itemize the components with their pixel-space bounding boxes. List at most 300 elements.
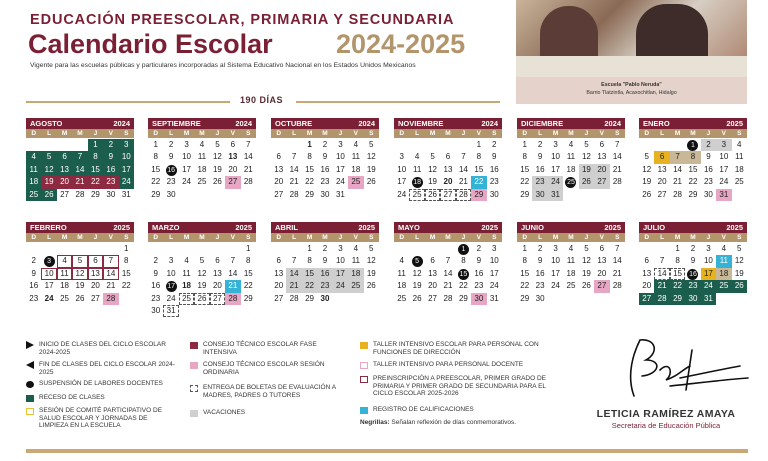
day-cell: 2: [537, 244, 543, 253]
month-name: JUNIO: [521, 223, 544, 232]
day-cell: 11: [182, 268, 191, 278]
day-cell: 3: [399, 152, 404, 162]
day-cell: 4: [26, 151, 41, 163]
weekday-label: M: [552, 130, 559, 137]
day-cell: 25: [716, 280, 731, 292]
weekday-label: L: [538, 130, 543, 137]
day-cell: 27: [60, 189, 70, 199]
month-noviembre: [394, 118, 502, 201]
school-year: 2024-2025: [336, 29, 466, 59]
day-cell: 1: [476, 140, 482, 149]
day-cell: 14: [243, 152, 253, 162]
weekday-label: M: [61, 130, 68, 137]
day-cell: 16: [103, 164, 118, 176]
day-cell: 7: [72, 151, 87, 163]
day-cell: 16: [703, 164, 713, 174]
day-cell: 19: [366, 164, 376, 174]
day-cell: 23: [532, 176, 547, 188]
day-cell: [225, 243, 240, 255]
day-cell: 21: [286, 280, 301, 292]
day-cell: 17: [701, 268, 716, 280]
day-cell: 1: [124, 244, 129, 253]
day-cell: 9: [168, 152, 174, 162]
weekday-label: V: [353, 234, 359, 241]
day-cell: 6: [599, 140, 605, 149]
day-cell: 11: [412, 164, 422, 174]
day-cell: 19: [642, 177, 652, 187]
day-cell: 5: [215, 140, 220, 149]
day-cell: 17: [167, 283, 176, 291]
weekday-label: M: [199, 130, 205, 137]
month-enero: [639, 118, 747, 201]
weekday-label: J: [93, 234, 98, 241]
weekday-label: V: [230, 234, 236, 241]
day-cell: 27: [639, 293, 654, 305]
day-cell: 11: [397, 268, 406, 278]
day-cell: 7: [230, 256, 236, 266]
day-cell: 31: [163, 305, 178, 317]
green-swatch: [26, 395, 34, 402]
day-cell: 20: [443, 177, 453, 187]
day-cell: 15: [88, 164, 103, 176]
day-cell: 27: [428, 293, 438, 303]
weekday-label: M: [306, 234, 313, 241]
legend-sesion: SESIÓN DE COMITÉ PARTICIPATIVO DE SALUD ESCOLAR Y JORNADAS DE LIMPIEZA EN LA ESCUELA: [39, 407, 163, 429]
day-cell: 19: [579, 164, 594, 176]
day-cell: 10: [551, 256, 561, 266]
day-cell: 21: [72, 176, 87, 188]
weekday-label: J: [93, 130, 98, 137]
day-cell: 21: [612, 164, 622, 174]
day-cell: 18: [397, 281, 407, 291]
legend-taller-doc: TALLER INTENSIVO PARA PERSONAL DOCENTE: [373, 361, 524, 368]
weekday-label: D: [276, 130, 282, 137]
day-cell: 20: [594, 164, 609, 176]
weekday-label: M: [322, 234, 328, 241]
weekday-label: S: [615, 234, 620, 241]
day-cell: 22: [121, 281, 131, 291]
day-cell: [271, 139, 286, 151]
weekday-label: D: [522, 234, 528, 241]
weekday-label: S: [246, 234, 251, 241]
day-cell: 29: [520, 189, 530, 199]
day-cell: 3: [492, 244, 497, 253]
day-cell: 6: [215, 256, 220, 266]
day-cell: 16: [535, 268, 545, 278]
day-cell: 24: [166, 293, 176, 303]
day-cell: 2: [31, 256, 36, 266]
legend-taller-dir: TALLER INTENSIVO ESCOLAR PARA PERSONAL CON FUNCIONES DE DIRECCIÓN: [373, 341, 539, 356]
header-subtitle: Vigente para las escuelas públicas y particulares incorporadas al Sistema Educativo Nacional en los Estados Unidos Mexicanos: [30, 62, 416, 69]
blue-swatch: [360, 407, 368, 414]
day-cell: 20: [228, 164, 238, 174]
day-cell: 3: [119, 139, 134, 151]
day-cell: 23: [151, 293, 161, 303]
day-cell: 26: [194, 293, 209, 305]
weekday-label: M: [77, 234, 83, 241]
weekday-label: D: [276, 234, 282, 241]
day-cell: 23: [474, 281, 484, 291]
day-cell: 17: [119, 164, 134, 176]
weekday-label: M: [306, 130, 313, 137]
day-cell: 4: [721, 244, 727, 253]
day-cell: 7: [103, 255, 118, 267]
day-cell: 10: [703, 256, 713, 266]
desk-shape: [516, 56, 747, 77]
day-cell: 5: [644, 152, 649, 162]
month-year: 2025: [235, 223, 252, 232]
day-cell: 9: [476, 256, 482, 266]
day-cell: 28: [103, 293, 118, 305]
day-cell: 4: [353, 244, 359, 253]
legend-preinscripcion: PREINSCRIPCIÓN A PREESCOLAR, PRIMER GRADO DE PRIMARIA Y PRIMER GRADO DE SECUNDARIA PARA EL CICLO ESCOLAR 2025-2026: [373, 375, 547, 397]
day-cell: 16: [489, 164, 499, 174]
day-cell: 7: [615, 244, 620, 253]
day-cell: 28: [673, 189, 683, 199]
weekday-label: L: [169, 130, 174, 137]
day-cell: [41, 139, 56, 151]
weekday-row: [148, 129, 256, 138]
day-cell: 24: [719, 177, 729, 187]
day-cell: 9: [492, 152, 497, 162]
day-cell: 30: [320, 293, 330, 303]
day-cell: 14: [458, 164, 468, 174]
day-cell: 25: [197, 177, 207, 187]
day-cell: 6: [644, 256, 649, 266]
black-circle-icon: [26, 381, 34, 388]
month-year: 2025: [113, 223, 130, 232]
day-cell: 1: [88, 139, 103, 151]
day-cell: 4: [414, 152, 420, 162]
day-cell: 28: [75, 189, 85, 199]
day-cell: 30: [703, 189, 713, 199]
day-cell: 7: [670, 151, 685, 163]
day-cell: 8: [476, 152, 482, 162]
dashed-box-swatch: [190, 385, 198, 392]
day-cell: 23: [320, 177, 330, 187]
day-cell: 19: [75, 281, 85, 291]
day-cell: 13: [88, 268, 103, 280]
day-grid: [148, 139, 256, 201]
month-header: [394, 222, 502, 233]
day-cell: 11: [351, 256, 360, 266]
day-cell: 18: [348, 268, 363, 280]
day-cell: 30: [151, 305, 161, 315]
day-cell: 23: [317, 280, 332, 292]
weekday-label: D: [399, 234, 405, 241]
day-cell: 24: [335, 177, 345, 187]
day-cell: 28: [289, 293, 299, 303]
photo-caption: [516, 77, 747, 104]
day-cell: 26: [579, 176, 594, 188]
legend-inicio: INICIO DE CLASES DEL CICLO ESCOLAR 2024-2025: [39, 341, 166, 356]
day-cell: 9: [103, 151, 118, 163]
wine-swatch: [190, 342, 198, 349]
day-cell: 29: [305, 189, 315, 199]
day-cell: 6: [599, 244, 605, 253]
day-cell: 2: [701, 139, 716, 151]
day-cell: 17: [489, 268, 499, 278]
day-cell: 27: [440, 189, 455, 201]
day-cell: 19: [41, 176, 56, 188]
day-cell: 14: [103, 268, 118, 280]
day-cell: 4: [353, 140, 359, 149]
day-cell: 15: [243, 268, 253, 278]
weekday-label: V: [721, 130, 727, 137]
weekday-label: S: [369, 130, 374, 137]
day-cell: 31: [335, 189, 345, 199]
day-cell: 14: [612, 256, 622, 266]
day-cell: 9: [153, 268, 158, 278]
day-cell: [639, 139, 654, 151]
day-cell: 20: [90, 281, 100, 291]
day-cell: 29: [243, 293, 253, 303]
day-cell: 10: [551, 152, 561, 162]
day-cell: 4: [399, 256, 404, 266]
day-cell: 23: [489, 177, 499, 187]
day-cell: 14: [443, 268, 453, 278]
legend-suspension: SUSPENSIÓN DE LABORES DOCENTES: [39, 380, 163, 387]
day-cell: 13: [57, 164, 72, 176]
day-cell: 28: [289, 189, 299, 199]
day-cell: 18: [566, 268, 576, 278]
weekday-label: V: [599, 130, 605, 137]
day-cell: 2: [690, 244, 696, 253]
weekday-row: [639, 233, 747, 242]
day-cell: 10: [166, 268, 176, 278]
weekday-label: M: [199, 234, 205, 241]
day-cell: 10: [335, 152, 345, 162]
month-name: NOVIEMBRE: [398, 119, 444, 128]
light-pink-box-swatch: [360, 362, 368, 369]
day-cell: 29: [305, 293, 315, 303]
day-cell: 12: [41, 164, 56, 176]
day-cell: 10: [335, 256, 345, 266]
day-cell: [271, 243, 286, 255]
day-cell: 30: [320, 189, 330, 199]
day-cell: 16: [474, 268, 484, 278]
weekday-label: L: [415, 234, 420, 241]
weekday-label: M: [568, 234, 574, 241]
weekday-label: L: [292, 234, 297, 241]
day-cell: 31: [489, 293, 499, 303]
school-photo: [516, 0, 747, 77]
day-cell: 13: [274, 164, 284, 174]
day-cell: 24: [548, 176, 563, 188]
day-cell: 21: [243, 164, 253, 174]
day-cell: 19: [197, 281, 207, 291]
day-cell: 19: [366, 268, 376, 278]
weekday-label: J: [461, 234, 466, 241]
day-cell: 16: [317, 268, 332, 280]
day-cell: 11: [566, 256, 576, 266]
day-cell: 22: [670, 280, 685, 292]
day-cell: 1: [153, 140, 158, 149]
day-cell: 7: [445, 256, 451, 266]
day-cell: [394, 243, 409, 255]
day-cell: 18: [351, 164, 361, 174]
month-name: DICIEMBRE: [521, 119, 564, 128]
day-cell: 10: [41, 268, 56, 280]
day-cell: 23: [29, 293, 39, 303]
day-cell: 21: [443, 281, 453, 291]
month-junio: [517, 222, 625, 305]
day-cell: [26, 139, 41, 151]
day-cell: [148, 243, 163, 255]
day-cell: 26: [75, 293, 85, 303]
day-cell: 26: [642, 189, 652, 199]
month-header: [517, 222, 625, 233]
day-cell: 23: [703, 177, 713, 187]
day-cell: 19: [581, 268, 591, 278]
day-cell: 7: [291, 256, 297, 266]
day-cell: 17: [182, 164, 192, 174]
day-cell: 31: [701, 293, 716, 305]
day-cell: 29: [670, 293, 685, 305]
arrow-right-icon: [26, 341, 34, 349]
day-cell: 7: [615, 140, 620, 149]
legend-boletas: ENTREGA DE BOLETAS DE EVALUACIÓN A MADRES, PADRES O TUTORES: [203, 384, 336, 399]
weekday-label: D: [644, 130, 650, 137]
day-cell: 4: [737, 140, 742, 149]
day-cell: 27: [657, 189, 667, 199]
day-cell: 4: [568, 140, 574, 149]
weekday-label: V: [476, 130, 482, 137]
month-name: SEPTIEMBRE: [152, 119, 201, 128]
day-cell: 6: [88, 255, 103, 267]
day-cell: 24: [333, 280, 348, 292]
month-header: [148, 222, 256, 233]
day-cell: 4: [199, 140, 205, 149]
month-header: [271, 222, 379, 233]
day-cell: 21: [654, 280, 669, 292]
weekday-row: [26, 233, 134, 242]
day-cell: [72, 243, 87, 255]
day-cell: 8: [522, 256, 527, 266]
day-cell: 25: [60, 293, 70, 303]
weekday-label: M: [183, 234, 190, 241]
day-cell: 13: [597, 152, 607, 162]
month-header: [394, 118, 502, 129]
day-cell: [409, 139, 424, 151]
day-cell: 27: [210, 293, 225, 305]
month-header: [26, 118, 134, 129]
day-cell: 12: [412, 268, 422, 278]
weekday-label: L: [538, 234, 543, 241]
month-year: 2025: [481, 223, 498, 232]
header-levels: EDUCACIÓN PREESCOLAR, PRIMARIA Y SECUNDARIA: [30, 12, 455, 28]
weekday-label: S: [737, 234, 742, 241]
day-cell: 11: [351, 152, 360, 162]
day-cell: 16: [535, 164, 545, 174]
month-name: ABRIL: [275, 223, 298, 232]
day-cell: 12: [366, 256, 376, 266]
day-cell: 6: [276, 152, 281, 162]
day-cell: 5: [737, 244, 742, 253]
day-cell: 26: [581, 281, 591, 291]
day-cell: 20: [274, 177, 284, 187]
day-cell: [456, 139, 471, 151]
signatory-role: Secretaria de Educación Pública: [611, 421, 721, 430]
weekday-label: J: [706, 130, 711, 137]
day-cell: 22: [688, 177, 698, 187]
day-cell: 14: [673, 164, 683, 174]
day-cell: 8: [685, 151, 700, 163]
signatory-name: LETICIA RAMÍREZ AMAYA: [596, 408, 736, 420]
weekday-label: M: [690, 234, 696, 241]
day-cell: 15: [670, 268, 685, 280]
day-cell: [670, 139, 685, 151]
weekday-label: M: [568, 130, 574, 137]
day-cell: 16: [29, 281, 39, 291]
day-cell: 8: [307, 256, 312, 266]
day-cell: 7: [659, 256, 665, 266]
day-cell: [286, 243, 301, 255]
day-cell: 28: [612, 281, 622, 291]
month-septiembre: [148, 118, 256, 201]
day-cell: 12: [581, 152, 591, 162]
day-cell: 5: [584, 140, 589, 149]
day-cell: [41, 243, 56, 255]
day-grid: [639, 243, 747, 305]
weekday-row: [148, 233, 256, 242]
day-cell: [639, 243, 654, 255]
day-cell: [88, 243, 103, 255]
weekday-label: S: [615, 130, 620, 137]
day-cell: 13: [657, 164, 667, 174]
day-cell: 1: [675, 244, 680, 253]
weekday-label: J: [215, 130, 220, 137]
day-cell: [654, 243, 669, 255]
day-cell: 3: [706, 244, 711, 253]
bottom-bar: [26, 449, 748, 453]
month-year: 2025: [726, 119, 743, 128]
day-cell: 24: [182, 177, 192, 187]
weekday-row: [517, 233, 625, 242]
month-year: 2024: [604, 119, 621, 128]
day-cell: 5: [41, 151, 56, 163]
weekday-row: [394, 129, 502, 138]
day-cell: [425, 243, 440, 255]
day-cell: 26: [732, 280, 747, 292]
weekday-label: J: [584, 234, 589, 241]
day-cell: 2: [168, 140, 174, 149]
weekday-label: S: [246, 130, 251, 137]
weekday-label: D: [644, 234, 650, 241]
weekday-label: J: [584, 130, 589, 137]
day-cell: 29: [90, 189, 100, 199]
weekday-row: [517, 129, 625, 138]
weekday-label: D: [399, 130, 405, 137]
days-line-right: [296, 101, 500, 103]
day-cell: 22: [305, 177, 315, 187]
day-cell: 19: [212, 164, 222, 174]
month-header: [639, 118, 747, 129]
day-cell: 31: [548, 189, 563, 201]
day-cell: 3: [553, 244, 558, 253]
day-cell: 22: [520, 177, 530, 187]
day-cell: 26: [425, 189, 440, 201]
day-cell: 23: [535, 281, 545, 291]
month-header: [26, 222, 134, 233]
weekday-row: [271, 233, 379, 242]
legend-negrillas: [360, 419, 516, 427]
day-cell: 17: [551, 164, 561, 174]
day-cell: 5: [369, 140, 374, 149]
day-cell: 28: [243, 177, 253, 187]
day-cell: 27: [225, 176, 240, 188]
pink-swatch: [190, 362, 198, 369]
